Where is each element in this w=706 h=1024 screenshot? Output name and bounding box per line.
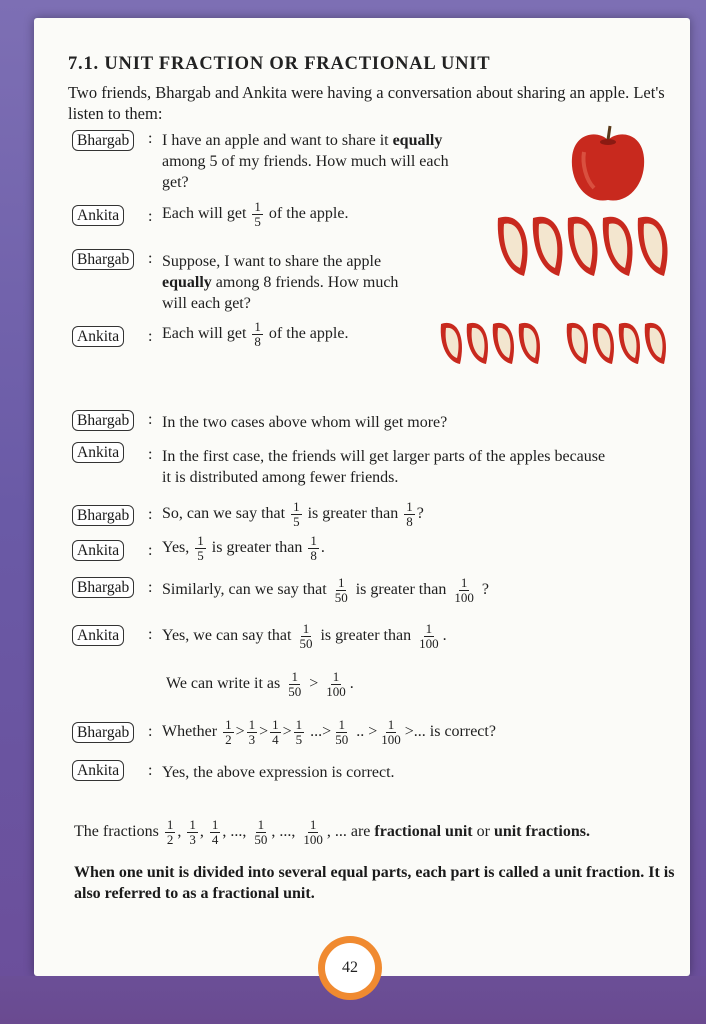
text-span: ?	[481, 581, 489, 599]
comma: ,	[242, 823, 247, 841]
numerator: 1	[338, 717, 345, 732]
colon: :	[148, 506, 153, 523]
dots: ..	[356, 723, 365, 741]
comma: ,	[326, 823, 331, 841]
greater-than-sign: >	[368, 723, 378, 741]
ellipsis: ...	[310, 723, 323, 741]
text-span: ?	[416, 505, 424, 523]
fraction-1-50	[252, 818, 269, 847]
text-span: Each will get	[162, 205, 247, 223]
speaker-tag-ankita: Ankita	[72, 326, 124, 347]
fractions-sentence	[74, 818, 590, 847]
text-span: of the apple.	[268, 205, 349, 223]
fraction-1-5	[291, 500, 302, 529]
definition-text: When one unit is divided into several equal parts, each part is called a unit fraction. It is also referred to as a fractional unit.	[74, 864, 675, 902]
denominator: 100	[303, 832, 323, 847]
colon: :	[148, 250, 153, 267]
numerator: 1	[309, 817, 317, 832]
text-span: .	[442, 627, 447, 645]
textbook-page	[34, 18, 690, 976]
greater-than-sign: >	[309, 675, 319, 693]
colon: :	[148, 723, 153, 740]
speaker-tag-bhargab: Bhargab	[72, 505, 134, 526]
dialogue-line-7	[162, 500, 424, 529]
ellipsis: ...	[230, 823, 243, 841]
greater-than-sign: >	[404, 723, 414, 741]
colon: :	[148, 446, 153, 463]
text-span: are	[350, 823, 371, 841]
fraction-1-50	[333, 576, 350, 605]
ellipsis: ...	[413, 723, 426, 741]
numerator: 1	[272, 717, 279, 732]
numerator: 1	[332, 669, 340, 684]
fraction-1-5	[294, 718, 305, 747]
denominator: 100	[381, 732, 401, 747]
dialogue-line-12	[162, 718, 496, 747]
comma: ,	[291, 823, 296, 841]
speaker-tag-ankita: Ankita	[72, 760, 124, 781]
numerator: 1	[257, 817, 265, 832]
ellipsis: ...	[279, 823, 292, 841]
fraction-1-3	[247, 718, 258, 747]
colon: :	[148, 542, 153, 559]
numerator: 1	[295, 717, 303, 732]
comma: ,	[271, 823, 276, 841]
bold-term: fractional unit	[374, 823, 473, 841]
text-span: will each get?	[162, 295, 251, 312]
bold-word: equally	[162, 274, 212, 291]
text-span: is correct?	[429, 723, 496, 741]
denominator: 50	[299, 636, 313, 651]
text-span: Suppose, I want to share the apple	[162, 253, 382, 270]
numerator: 1	[302, 621, 310, 636]
fraction-1-100	[301, 818, 325, 847]
bold-term: unit fractions.	[493, 823, 590, 841]
fraction-1-50	[297, 622, 314, 651]
intro-paragraph: Two friends, Bhargab and Ankita were having a conversation about sharing an apple. Let's listen to them:	[68, 83, 665, 123]
speaker-tag-bhargab: Bhargab	[72, 722, 134, 743]
numerator: 1	[291, 669, 298, 684]
denominator: 4	[272, 732, 279, 747]
numerator: 1	[293, 499, 300, 514]
colon: :	[148, 762, 153, 779]
fraction-1-8	[252, 320, 263, 349]
denominator: 50	[335, 732, 349, 747]
denominator: 50	[334, 590, 348, 605]
numerator: 1	[211, 817, 219, 832]
dialogue-line-11	[166, 670, 354, 699]
numerator: 1	[460, 575, 468, 590]
text-span: is greater than	[307, 505, 399, 523]
numerator: 1	[225, 717, 232, 732]
comma: ,	[199, 823, 204, 841]
dialogue-line-1	[162, 130, 502, 193]
speaker-tag-ankita: Ankita	[72, 540, 124, 561]
denominator: 3	[248, 732, 256, 747]
section-heading: 7.1. UNIT FRACTION OR FRACTIONAL UNIT	[68, 54, 491, 74]
speaker-tag-bhargab: Bhargab	[72, 410, 134, 431]
speaker-tag-ankita: Ankita	[72, 442, 124, 463]
denominator: 5	[197, 548, 204, 563]
text-span: Whether	[162, 723, 218, 741]
dialogue-line-4	[162, 320, 348, 349]
numerator: 1	[406, 499, 413, 514]
numerator: 1	[166, 817, 174, 832]
text-span: The fractions	[74, 823, 159, 841]
colon: :	[148, 411, 153, 428]
fraction-1-100	[379, 718, 403, 747]
fraction-1-5	[195, 534, 206, 563]
denominator: 8	[254, 334, 261, 349]
numerator: 1	[248, 717, 256, 732]
denominator: 100	[454, 590, 474, 605]
fraction-1-100	[452, 576, 476, 605]
colon: :	[148, 579, 153, 596]
text-span: is greater than	[320, 627, 412, 645]
dialogue-line-13: Yes, the above expression is correct.	[162, 764, 395, 781]
text-span: get?	[162, 174, 189, 191]
colon: :	[148, 208, 153, 225]
speaker-tag-bhargab: Bhargab	[72, 130, 134, 151]
fraction-1-100	[324, 670, 348, 699]
denominator: 5	[293, 514, 300, 529]
denominator: 2	[225, 732, 232, 747]
colon: :	[148, 328, 153, 345]
slice-icon	[498, 217, 528, 276]
denominator: 8	[310, 548, 317, 563]
text-span: among 5 of my friends. How much will each	[162, 153, 449, 170]
numerator: 1	[197, 533, 204, 548]
denominator: 100	[326, 684, 346, 699]
denominator: 2	[166, 832, 174, 847]
text-span: .	[320, 539, 325, 557]
numerator: 1	[425, 621, 433, 636]
fraction-1-5	[252, 200, 263, 229]
colon: :	[148, 626, 153, 643]
dialogue-line-10	[162, 622, 447, 651]
text-span: Similarly, can we say that	[162, 581, 327, 599]
dialogue-line-9	[162, 576, 489, 605]
text-span: is greater than	[355, 581, 447, 599]
page-number-badge	[318, 936, 382, 1000]
dialogue-line-2	[162, 200, 348, 229]
denominator: 50	[288, 684, 302, 699]
text-span: Yes, we can say that	[162, 627, 292, 645]
speaker-tag-ankita: Ankita	[72, 625, 124, 646]
fraction-1-100	[417, 622, 441, 651]
denominator: 50	[254, 832, 268, 847]
dialogue-line-5: In the two cases above whom will get more?	[162, 414, 448, 431]
denominator: 5	[254, 214, 261, 229]
fraction-1-50	[333, 718, 350, 747]
fraction-1-8	[308, 534, 319, 563]
text-span: I have an apple and want to share it	[162, 132, 389, 149]
text-span: of the apple.	[268, 325, 349, 343]
text-span: among 8 friends. How much	[215, 274, 399, 291]
whole-apple-image	[568, 122, 648, 206]
denominator: 8	[406, 514, 413, 529]
colon: :	[148, 130, 153, 147]
text-span: or	[476, 823, 490, 841]
greater-than-sign: >	[322, 723, 332, 741]
greater-than-sign: >	[235, 723, 245, 741]
ellipsis: ...	[334, 823, 347, 841]
text-span: So, can we say that	[162, 505, 286, 523]
fraction-1-50	[286, 670, 303, 699]
fraction-1-3	[187, 818, 198, 847]
text-span: .	[349, 675, 354, 693]
text-span: Each will get	[162, 325, 247, 343]
dialogue-line-8	[162, 534, 325, 563]
dialogue-line-6	[162, 446, 682, 488]
comma: ,	[222, 823, 227, 841]
fraction-1-2	[223, 718, 234, 747]
text-span: In the first case, the friends will get larger parts of the apples because	[162, 448, 606, 465]
fraction-1-2	[165, 818, 176, 847]
bold-word: equally	[392, 132, 443, 149]
denominator: 3	[189, 832, 196, 847]
greater-than-sign: >	[282, 723, 292, 741]
fraction-1-4	[210, 818, 221, 847]
numerator: 1	[337, 575, 345, 590]
fraction-1-8	[404, 500, 415, 529]
apple-slices-five-image	[494, 210, 674, 282]
greater-than-sign: >	[259, 723, 269, 741]
text-span: Yes,	[162, 539, 190, 557]
denominator: 5	[295, 732, 303, 747]
text-span: is greater than	[211, 539, 303, 557]
numerator: 1	[254, 319, 261, 334]
numerator: 1	[189, 817, 196, 832]
denominator: 4	[211, 832, 219, 847]
numerator: 1	[310, 533, 317, 548]
numerator: 1	[387, 717, 395, 732]
speaker-tag-bhargab: Bhargab	[72, 577, 134, 598]
page-number: 42	[325, 943, 375, 993]
dialogue-line-3	[162, 251, 462, 314]
speaker-tag-ankita: Ankita	[72, 205, 124, 226]
comma: ,	[177, 823, 182, 841]
apple-slices-eight-image	[438, 318, 672, 368]
denominator: 100	[419, 636, 439, 651]
fraction-1-4	[270, 718, 281, 747]
numerator: 1	[254, 199, 261, 214]
speaker-tag-bhargab: Bhargab	[72, 249, 134, 270]
text-span: We can write it as	[166, 675, 281, 693]
text-span: it is distributed among fewer friends.	[162, 469, 399, 486]
